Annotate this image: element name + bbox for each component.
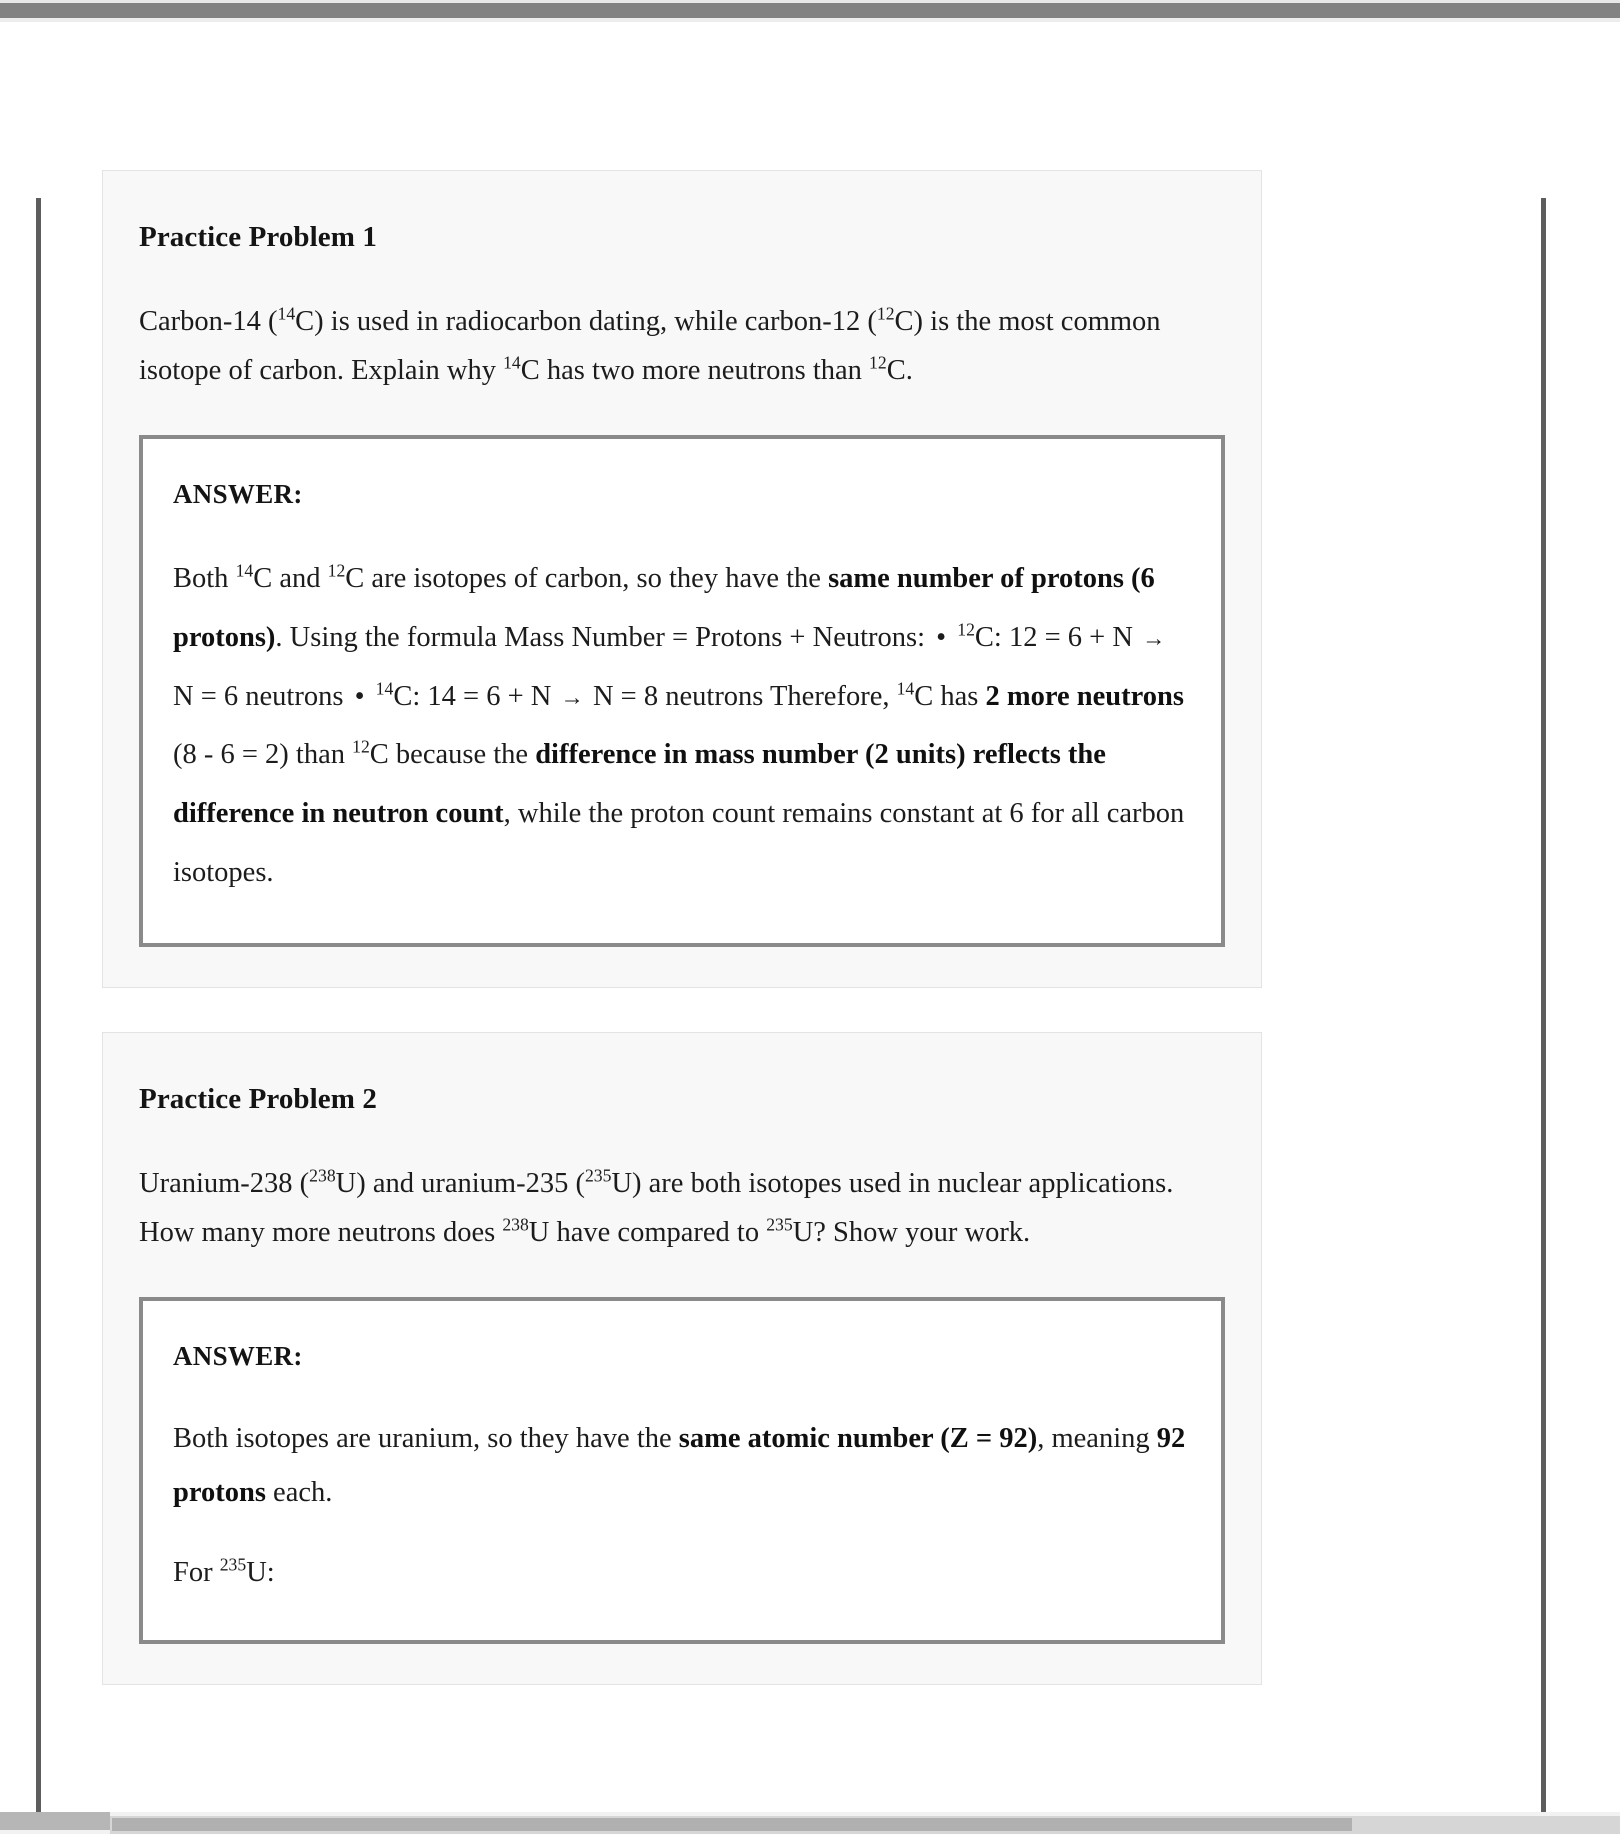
problem-1-answer-text: Both $^{14}$C and $^{12}$C are isotopes of carbon, so they have the same number of protons (6 protons). Using the formula Mass Number = Protons + Neutrons: • $^{12}$C: 12 = 6 + N → N = 6 neutrons • $^{14}$C: 14 = 6 + N → N = 8 neutrons Therefore, $^{14}$C has 2 more neutrons (8 - 6 = 2) than $^{12}$C because the difference in mass number (2 units) reflects the difference in neutron count, while the proton count remains constant at 6 for all carbon isotopes.	[173, 560, 1185, 888]
document-page	[0, 22, 1620, 1812]
problem-1-answer-label: ANSWER:	[173, 479, 303, 510]
window-title-bar	[0, 3, 1620, 18]
problem-2-answer-label: ANSWER:	[173, 1340, 303, 1371]
problem-2-heading: Practice Problem 2	[139, 1082, 377, 1115]
page-left-rule	[36, 198, 41, 1814]
problem-1-heading: Practice Problem 1	[139, 221, 377, 253]
practice-problem-card-2	[102, 1032, 1262, 1686]
problem-1-question: Carbon-14 ($^{14}$C) is used in radiocarbon dating, while carbon-12 ($^{12}$C) is the most common isotope of carbon. Explain why $^{14}$C has two more neutrons than $^{12}$C.	[139, 303, 1161, 387]
problem-2-answer-text-1: Both isotopes are uranium, so they have the same atomic number (Z = 92), meaning 92 protons each.	[173, 1422, 1186, 1509]
horizontal-scrollbar-thumb[interactable]	[112, 1818, 1352, 1831]
document-content	[102, 170, 1262, 1729]
practice-problem-card-1	[102, 170, 1262, 988]
problem-2-question: Uranium-238 ($^{238}$U) and uranium-235 ($^{235}$U) are both isotopes used in nuclear applications. How many more neutrons does $^{238}$U have compared to $^{235}$U? Show your work.	[139, 1165, 1174, 1248]
problem-1-answer-box	[139, 435, 1225, 946]
sidebar-horizontal-scrollbar[interactable]	[0, 1812, 110, 1830]
page-right-rule	[1541, 198, 1546, 1814]
problem-2-answer-box	[139, 1297, 1225, 1645]
problem-2-answer-text-2: For $^{235}$U:	[173, 1554, 275, 1589]
